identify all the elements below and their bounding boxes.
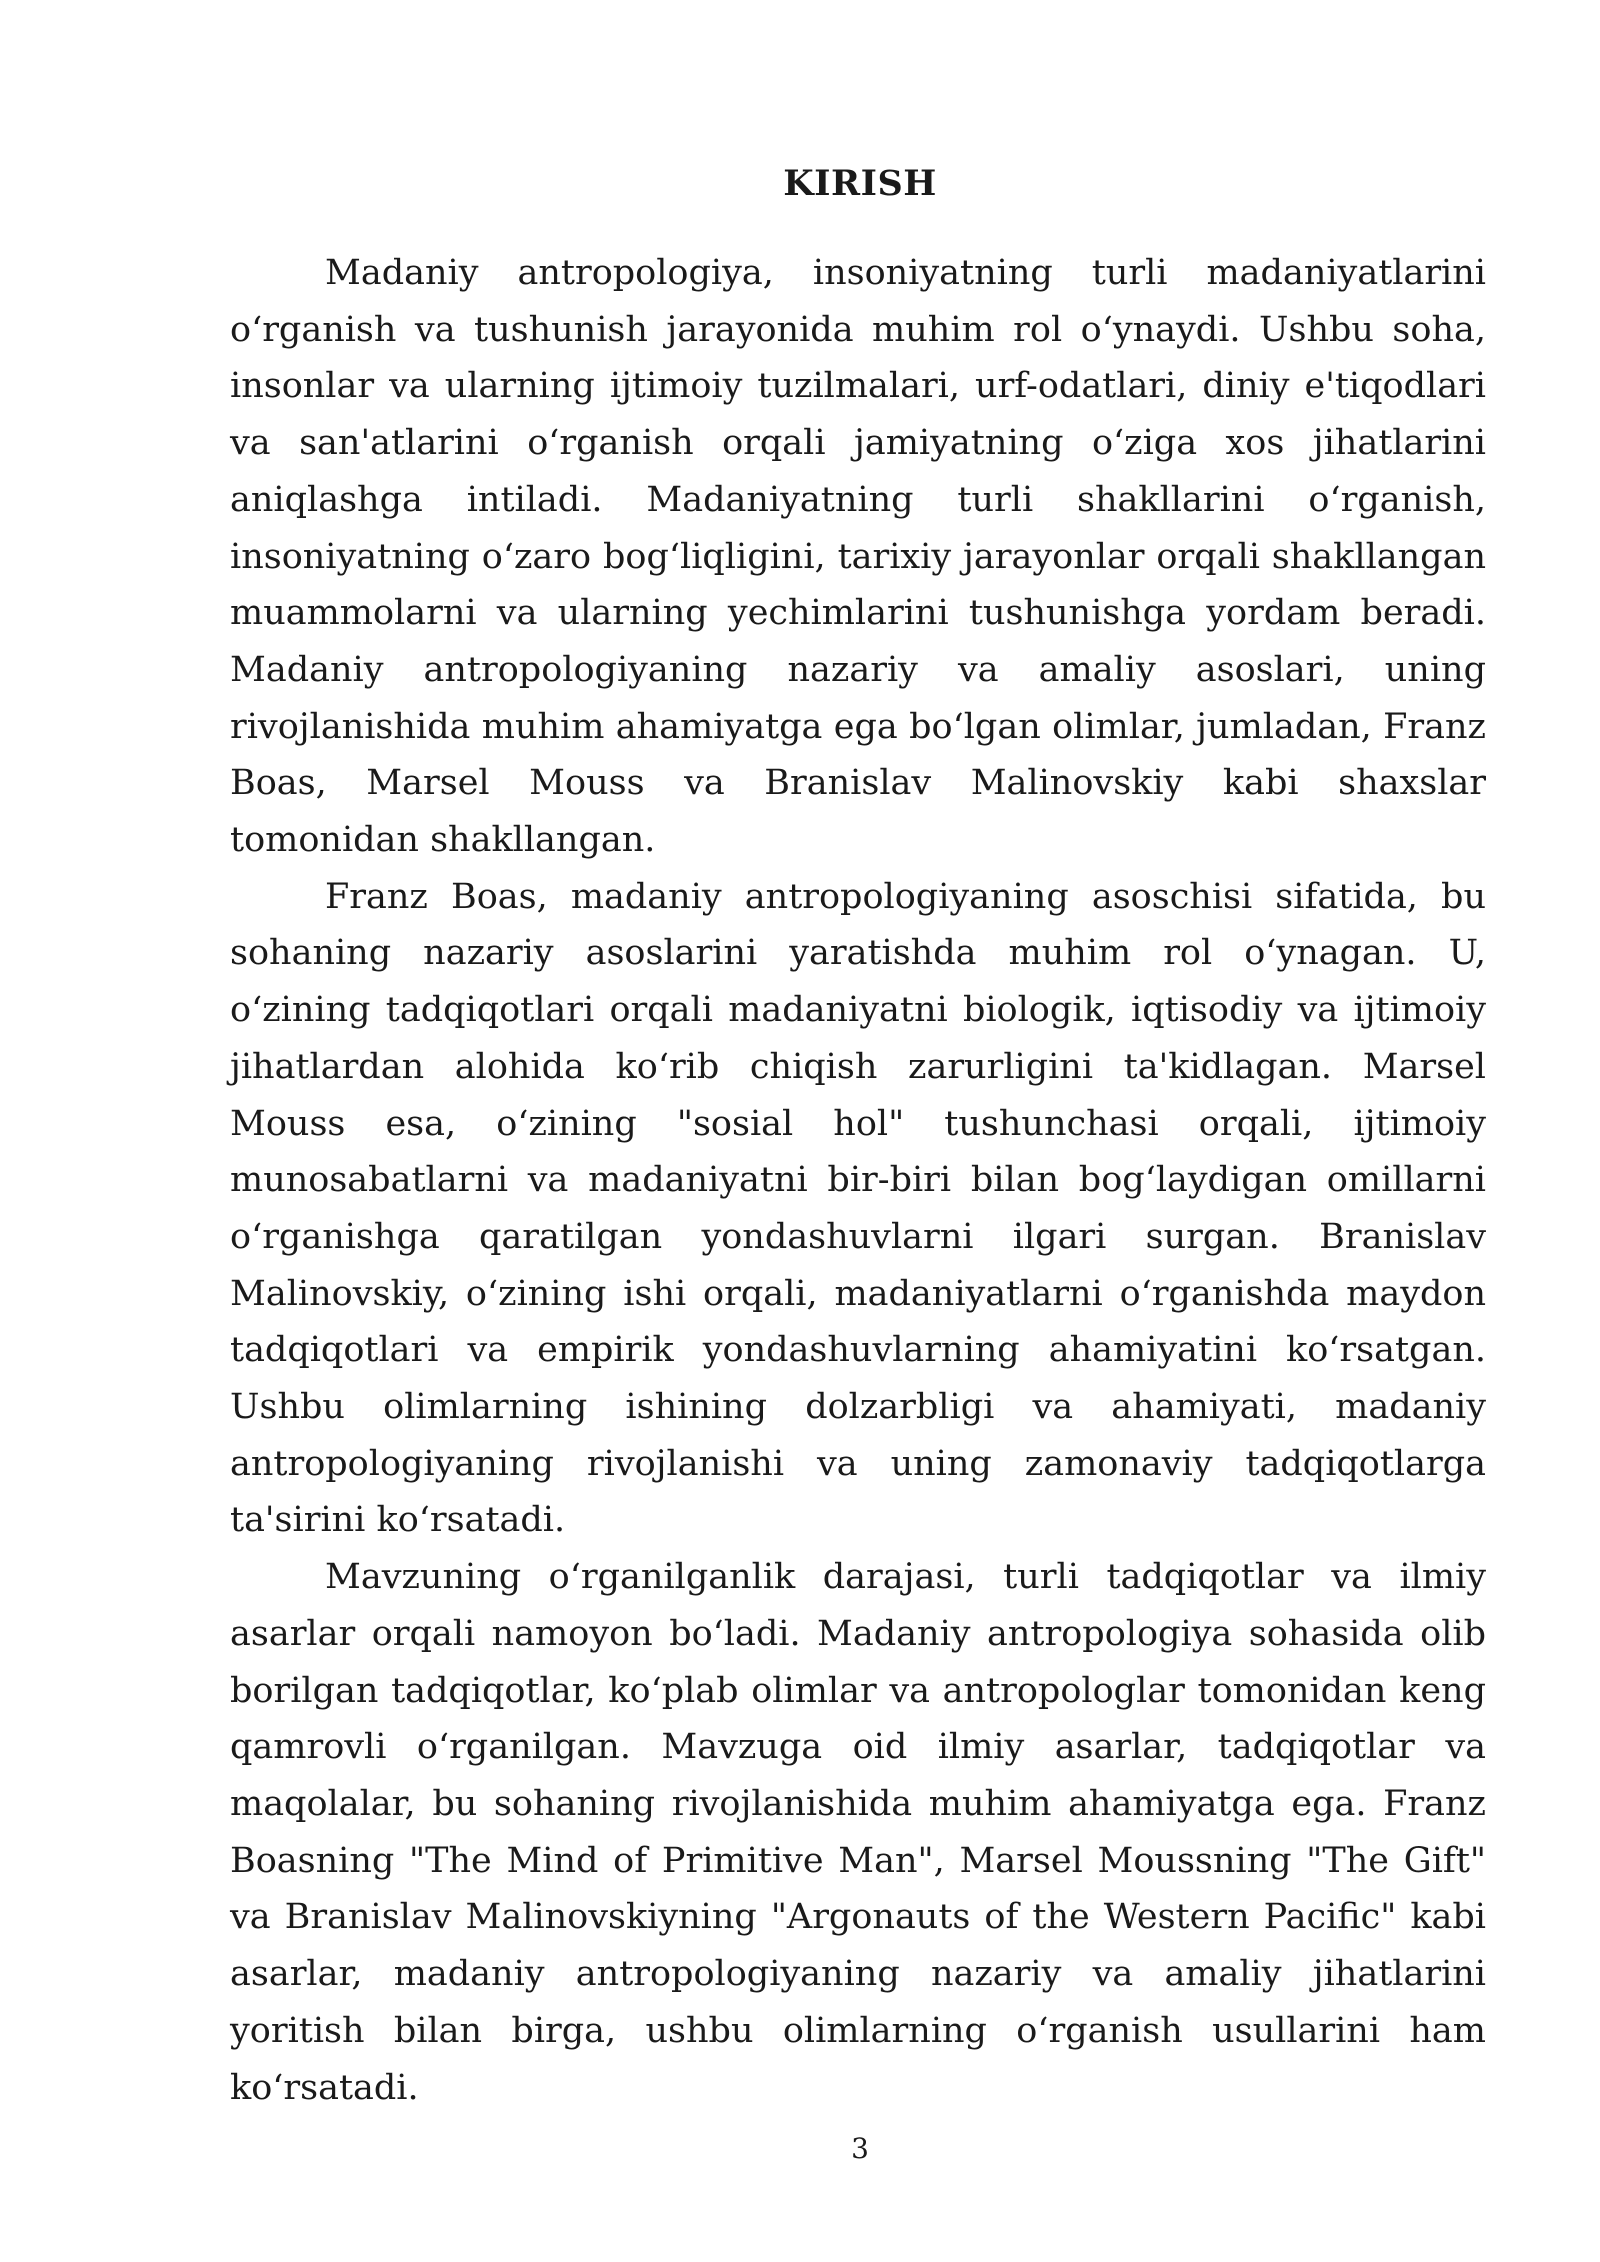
paragraph-2: Franz Boas, madaniy antropologiyaning asoschisi sifatida, bu sohaning nazariy asoslarini yaratishda muhim rol oʻynagan. U, oʻzining tadqiqotlari orqali madaniyatni biologik, iqtisodiy va ijtimoiy jihatlardan alohida koʻrib chiqish zarurligini ta'kidlagan. Marsel Mouss esa, oʻzining "sosial hol" tushunchasi orqali, ijtimoiy munosabatlarni va madaniyatni bir-biri bilan bogʻlaydigan omillarni oʻrganishga qaratilgan yondashuvlarni ilgari surgan. Branislav Malinovskiy, oʻzining ishi orqali, madaniyatlarni oʻrganishda maydon tadqiqotlari va empirik yondashuvlarning ahamiyatini koʻrsatgan. Ushbu olimlarning ishining dolzarbligi va ahamiyati, madaniy antropologiyaning rivojlanishi va uning zamonaviy tadqiqotlarga ta'sirini koʻrsatadi. <box>230 876 1486 1541</box>
page-number: 3 <box>851 2132 869 2165</box>
paragraph-3: Mavzuning oʻrganilganlik darajasi, turli tadqiqotlar va ilmiy asarlar orqali namoyon boʻladi. Madaniy antropologiya sohasida olib borilgan tadqiqotlar, koʻplab olimlar va antropologlar tomonidan keng qamrovli oʻrganilgan. Mavzuga oid ilmiy asarlar, tadqiqotlar va maqolalar, bu sohaning rivojlanishida muhim ahamiyatga ega. Franz Boasning "The Mind of Primitive Man", Marsel Moussning "The Gift" va Branislav Malinovskiyning "Argonauts of the Western Pacific" kabi asarlar, madaniy antropologiyaning nazariy va amaliy jihatlarini yoritish bilan birga, ushbu olimlarning oʻrganish usullarini ham koʻrsatadi. <box>230 1557 1486 2108</box>
page-title: KIRISH <box>783 163 937 204</box>
body-text <box>230 245 1486 2116</box>
paragraph-1: Madaniy antropologiya, insoniyatning turli madaniyatlarini oʻrganish va tushunish jarayonida muhim rol oʻynaydi. Ushbu soha, insonlar va ularning ijtimoiy tuzilmalari, urf-odatlari, diniy e'tiqodlari va san'atlarini oʻrganish orqali jamiyatning oʻziga xos jihatlarini aniqlashga intiladi. Madaniyatning turli shakllarini oʻrganish, insoniyatning oʻzaro bogʻliqligini, tarixiy jarayonlar orqali shakllangan muammolarni va ularning yechimlarini tushunishga yordam beradi. Madaniy antropologiyaning nazariy va amaliy asoslari, uning rivojlanishida muhim ahamiyatga ega boʻlgan olimlar, jumladan, Franz Boas, Marsel Mouss va Branislav Malinovskiy kabi shaxslar tomonidan shakllangan. <box>230 253 1486 861</box>
